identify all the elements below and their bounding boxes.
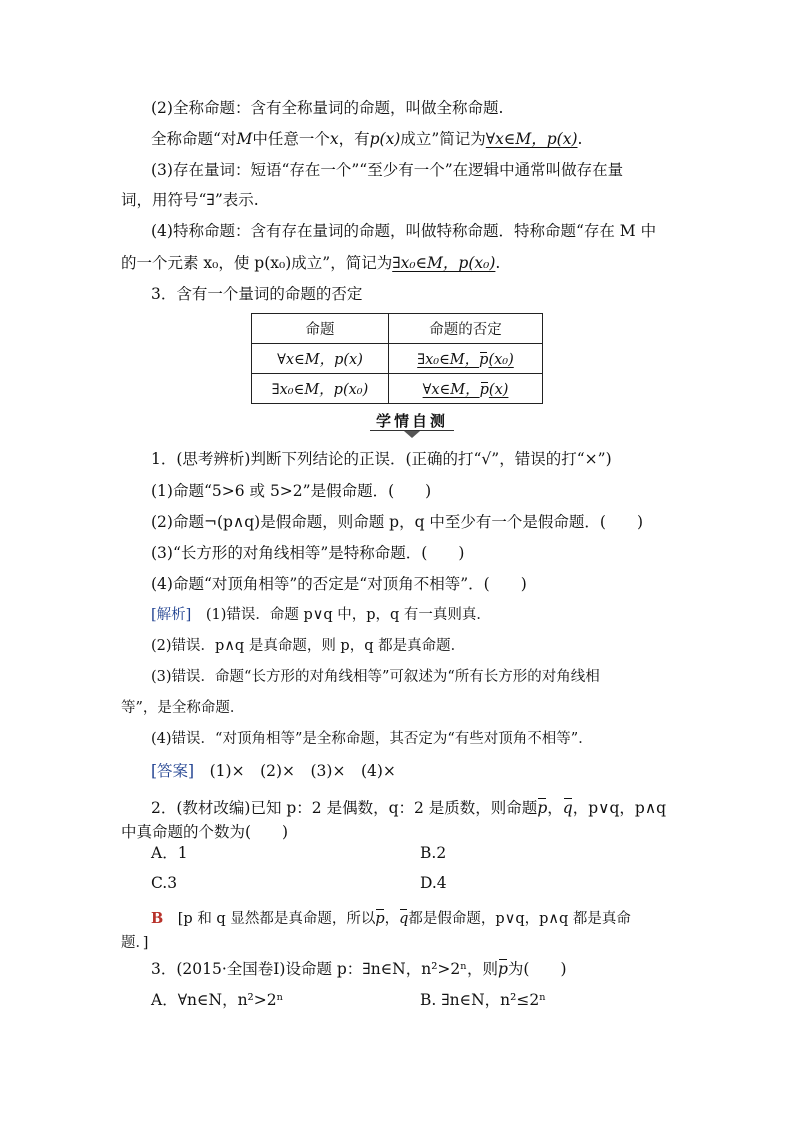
q1-analysis-line <box>151 605 491 625</box>
q3-option-b: B. ∃n∈N，n²≤2ⁿ <box>420 991 546 1009</box>
q1-analysis-line: 等”，是全称命题． <box>121 700 245 716</box>
text: 的一个元素 x₀，使 p(x₀)成立”，简记为 <box>121 254 393 272</box>
text: ， <box>384 911 400 927</box>
table-header: 命题的否定 <box>389 314 543 344</box>
q2-option-d: D.4 <box>420 874 447 892</box>
text: 成立”简记为 <box>400 130 486 148</box>
text: p(x) <box>369 130 401 148</box>
text: ，p∨q，p∧q <box>572 799 667 817</box>
negated-p: p <box>537 799 548 817</box>
table-cell <box>389 374 543 404</box>
q1-analysis-line: (3)错误．命题“长方形的对角线相等”可叙述为“所有长方形的对角线相 <box>151 669 600 685</box>
text: (3)存在量词：短语“存在一个”“至少有一个”在逻辑中通常叫做存在量 <box>151 161 624 179</box>
q2-option-b: B.2 <box>420 844 447 862</box>
text: ， <box>547 799 563 817</box>
negation-text <box>417 352 514 368</box>
text: [p 和 q 显然都是真命题，所以 <box>177 911 376 927</box>
negation-text <box>423 382 509 398</box>
text: ，有 <box>338 130 370 148</box>
negation-table <box>251 313 543 404</box>
def-line-universal-notation <box>151 129 582 149</box>
section-title: 学情自测 <box>375 412 448 430</box>
text: x <box>329 130 339 148</box>
text: (1)错误．命题 p∨q 中，p，q 有一真则真． <box>205 607 491 623</box>
q1-item: (2)命题¬(p∧q)是假命题，则命题 p，q 中至少有一个是假命题．( ) <box>151 513 644 531</box>
text: ∀x∈M， <box>422 382 480 398</box>
q2-solution-cont: 题．] <box>121 935 149 951</box>
def-line-existential-quantifier <box>151 160 623 180</box>
table-header: 命题 <box>252 314 389 344</box>
q3-stem <box>151 959 567 979</box>
text: M <box>236 130 253 148</box>
q1-stem: 1．(思考辨析)判断下列结论的正误．(正确的打“√”，错误的打“×”) <box>151 450 612 468</box>
universal-notation: ∀x∈M，p(x) <box>485 130 578 148</box>
text: (4)特称命题：含有存在量词的命题，叫做特称命题．特称命题“存在 M 中 <box>151 222 657 240</box>
answer-tag: [答案] <box>151 762 195 780</box>
text: 3．含有一个量词的命题的否定 <box>151 285 363 303</box>
q1-item: (3)“长方形的对角线相等”是特称命题．( ) <box>151 544 465 562</box>
q1-answer-line <box>151 761 396 781</box>
solution-letter: B <box>151 910 164 927</box>
text: (x) <box>488 382 509 398</box>
table-cell <box>389 344 543 374</box>
def-line-existential-symbol <box>121 190 259 210</box>
def-line-negation-heading <box>151 284 362 304</box>
text: 为( ) <box>507 960 567 978</box>
q1-item: (4)命题“对顶角相等”的否定是“对顶角不相等”．( ) <box>151 575 527 593</box>
text: (1)× (2)× (3)× (4)× <box>209 762 396 780</box>
def-line-universal-proposition <box>151 98 503 118</box>
q1-item: (1)命题“5>6 或 5>2”是假命题．( ) <box>151 482 432 500</box>
def-line-particular-notation <box>121 253 500 273</box>
q2-stem-cont: 中真命题的个数为( ) <box>121 823 289 841</box>
table-row <box>252 374 543 404</box>
section-title-marker-icon <box>404 431 420 438</box>
q2-option-c: C.3 <box>151 874 178 892</box>
existential-notation: ∃x₀∈M，p(x₀) <box>392 254 496 272</box>
text: 中任意一个 <box>252 130 330 148</box>
table-cell: ∃x₀∈M，p(x₀) <box>252 374 389 404</box>
text: (2)全称命题：含有全称量词的命题，叫做全称命题. <box>151 99 504 117</box>
negated-p: p <box>497 960 508 978</box>
text: (x₀) <box>488 352 514 368</box>
negated-p: p <box>479 352 489 368</box>
q2-stem <box>151 798 666 818</box>
table-header-row <box>252 314 543 344</box>
negated-q: q <box>399 911 409 927</box>
negated-q: q <box>562 799 573 817</box>
q1-analysis-line: (4)错误．“对顶角相等”是全称命题，其否定为“有些对顶角不相等”． <box>151 731 593 747</box>
text: 全称命题“对 <box>151 130 237 148</box>
q1-analysis-line: (2)错误．p∧q 是真命题，则 p，q 都是真命题． <box>151 638 466 654</box>
q2-solution <box>151 909 631 929</box>
text: . <box>495 254 501 272</box>
text: ∃x₀∈M， <box>417 352 480 368</box>
q3-option-a: A．∀n∈N，n²>2ⁿ <box>151 991 284 1009</box>
negated-p: p <box>479 382 489 398</box>
negated-p: p <box>375 911 385 927</box>
text: 词，用符号“∃”表示. <box>121 191 259 209</box>
table-row <box>252 344 543 374</box>
text: 3．(2015·全国卷Ⅰ)设命题 p：∃n∈N，n²>2ⁿ，则 <box>151 960 498 978</box>
text: . <box>577 130 583 148</box>
table-cell: ∀x∈M，p(x) <box>252 344 389 374</box>
analysis-tag: [解析] <box>151 607 192 623</box>
q2-option-a: A．1 <box>151 844 188 862</box>
text: 都是假命题，p∨q，p∧q 都是真命 <box>408 911 631 927</box>
def-line-particular-proposition <box>151 221 656 241</box>
text: 2．(教材改编)已知 p：2 是偶数，q：2 是质数，则命题 <box>151 799 538 817</box>
